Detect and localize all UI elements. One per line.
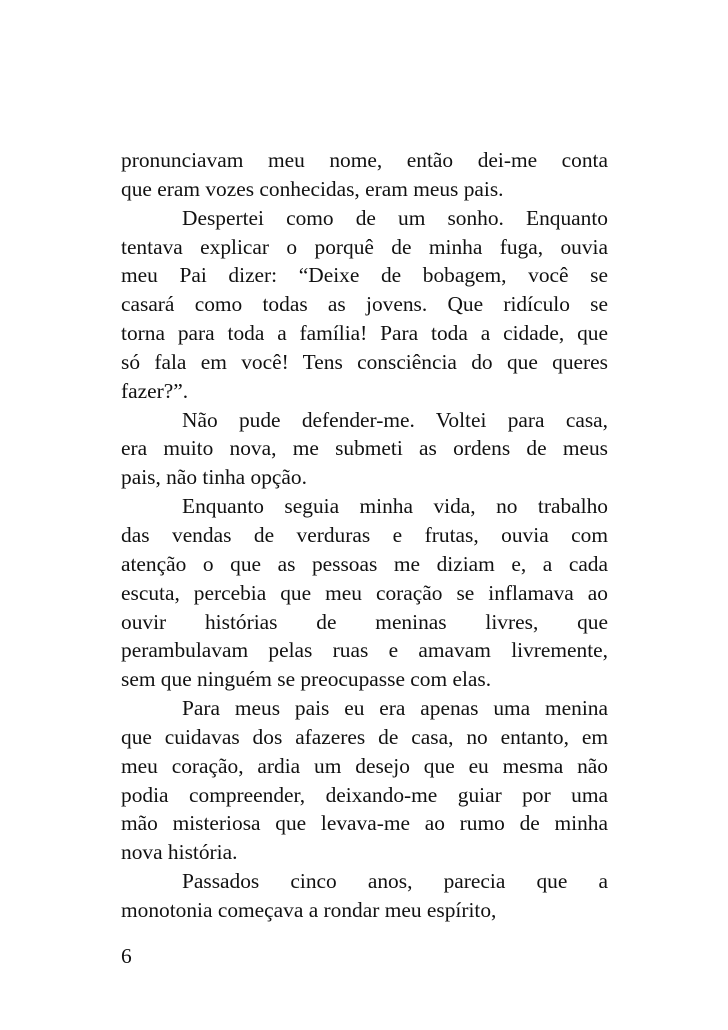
text-line: atenção o que as pessoas me diziam e, a cada bbox=[121, 551, 608, 576]
paragraph-first-line: Despertei como de um sonho. Enquanto bbox=[182, 205, 608, 230]
text-line: ouvir histórias de meninas livres, que bbox=[121, 609, 608, 634]
paragraph-first-line: Para meus pais eu era apenas uma menina bbox=[182, 696, 608, 721]
text-line: perambulavam pelas ruas e amavam livremente, bbox=[121, 638, 608, 663]
text-line: sem que ninguém se preocupasse com elas. bbox=[121, 667, 492, 692]
text-line: meu coração, ardia um desejo que eu mesma não bbox=[121, 753, 608, 778]
text-line: escuta, percebia que meu coração se inflamava ao bbox=[121, 580, 608, 605]
text-line: torna para toda a família! Para toda a cidade, que bbox=[121, 321, 608, 346]
text-line: fazer?”. bbox=[121, 378, 189, 403]
text-line: meu Pai dizer: “Deixe de bobagem, você se bbox=[121, 263, 608, 288]
text-line: pais, não tinha opção. bbox=[121, 465, 307, 490]
text-line: só fala em você! Tens consciência do que queres bbox=[121, 349, 608, 374]
text-line: que eram vozes conhecidas, eram meus pais. bbox=[121, 176, 504, 201]
text-line: mão misteriosa que levava-me ao rumo de minha bbox=[121, 811, 608, 836]
text-line: casará como todas as jovens. Que ridículo se bbox=[121, 292, 608, 317]
page-number: 6 bbox=[121, 944, 132, 968]
paragraph-first-line: Não pude defender-me. Voltei para casa, bbox=[182, 407, 608, 432]
paragraph-first-line: Enquanto seguia minha vida, no trabalho bbox=[182, 494, 608, 519]
text-line: que cuidavas dos afazeres de casa, no entanto, em bbox=[121, 724, 608, 749]
text-line: era muito nova, me submeti as ordens de meus bbox=[121, 436, 608, 461]
text-line: nova história. bbox=[121, 840, 238, 865]
text-line: das vendas de verduras e frutas, ouvia com bbox=[121, 522, 608, 547]
body-text bbox=[121, 146, 608, 925]
text-line: podia compreender, deixando-me guiar por uma bbox=[121, 782, 608, 807]
paragraph-first-line: Passados cinco anos, parecia que a bbox=[182, 869, 608, 894]
text-line: monotonia começava a rondar meu espírito, bbox=[121, 897, 497, 922]
text-line: pronunciavam meu nome, então dei-me conta bbox=[121, 148, 608, 172]
text-line: tentava explicar o porquê de minha fuga, ouvia bbox=[121, 234, 608, 259]
